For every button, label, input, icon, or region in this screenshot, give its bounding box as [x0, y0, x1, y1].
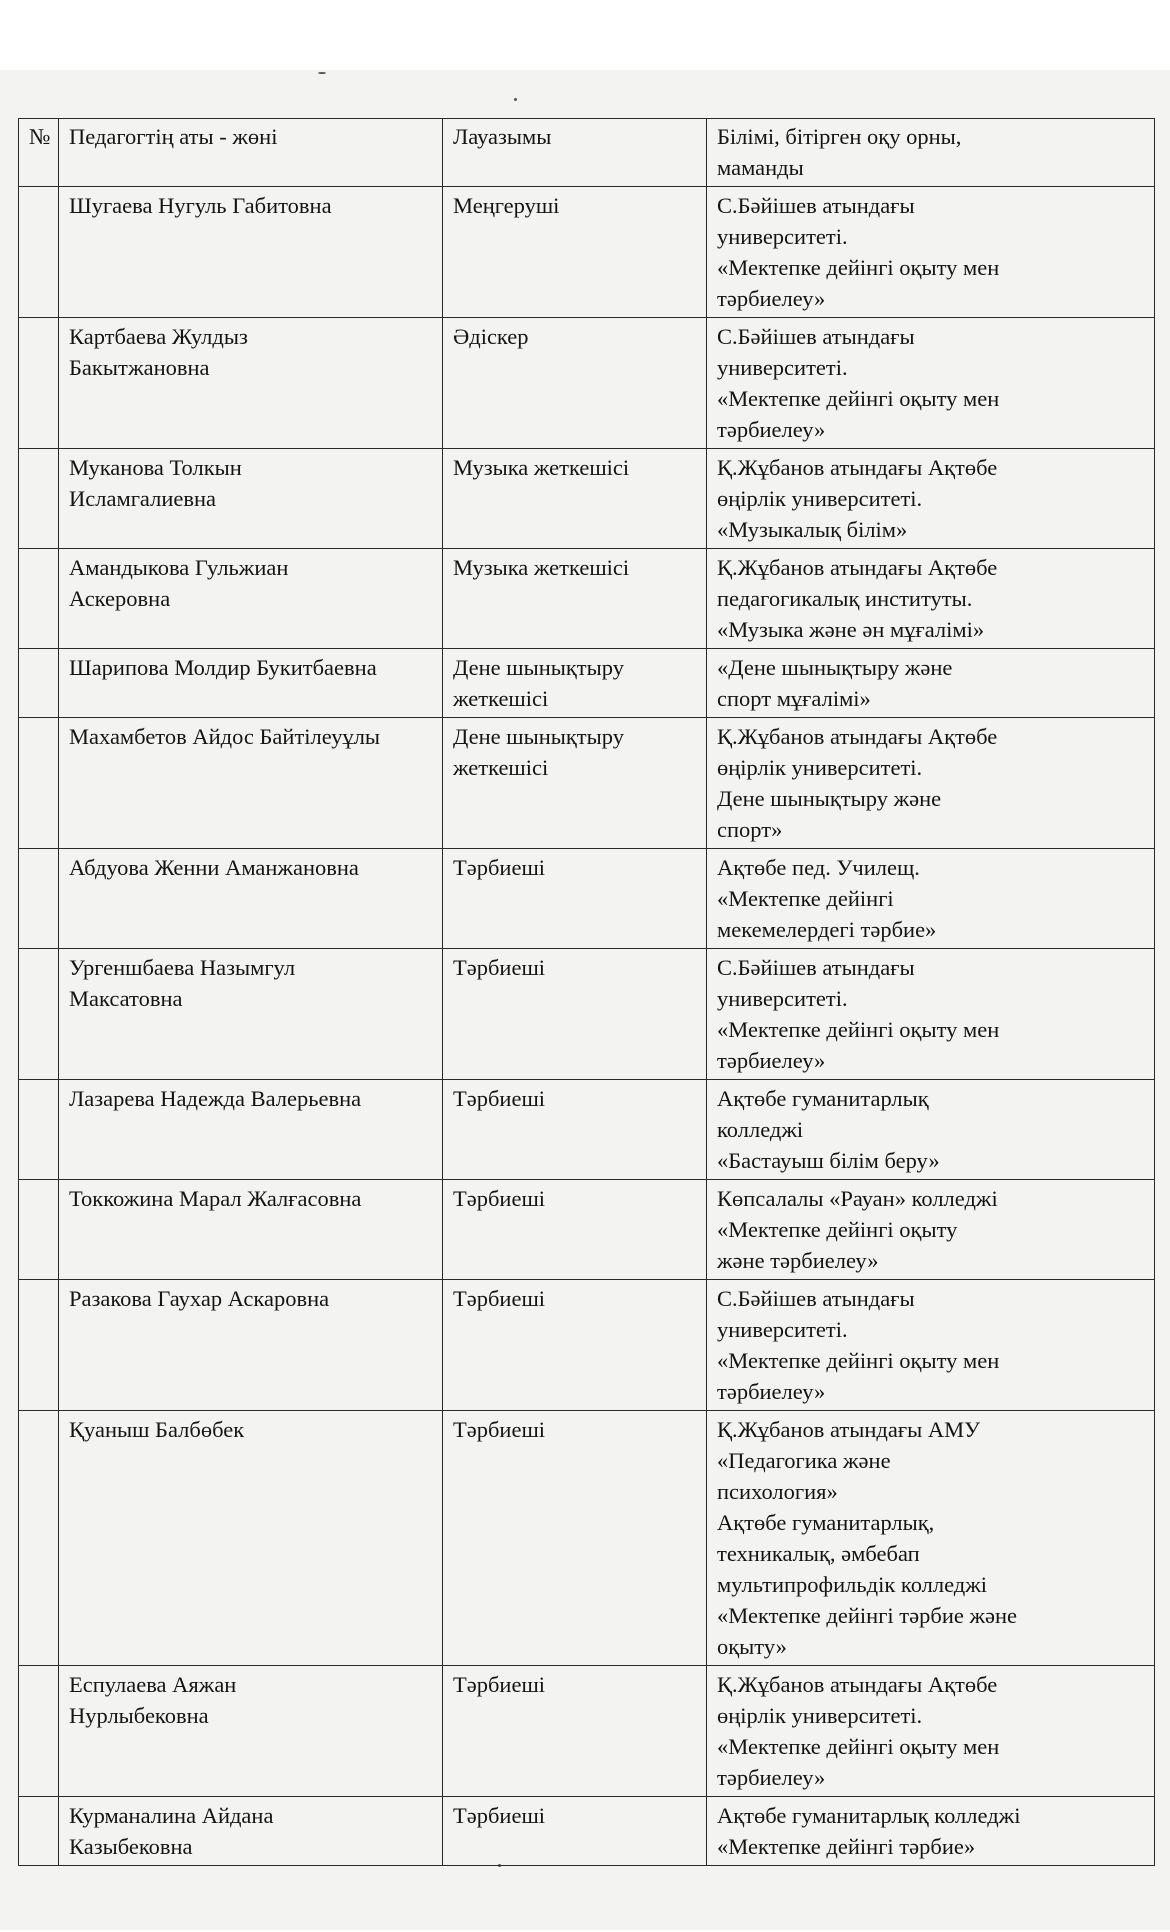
teacher-name [59, 1797, 443, 1866]
teacher-education-line: «Мектепке дейінгі оқыту мен [717, 1734, 1000, 1759]
teacher-education-line: тәрбиелеу» [717, 1379, 826, 1404]
teacher-education [707, 718, 1155, 849]
teacher-education [707, 1411, 1155, 1666]
teacher-name-line: Абдуова Женни Аманжановна [69, 855, 359, 880]
teacher-position-line: Тәрбиеші [453, 1672, 546, 1697]
table-row [19, 1411, 1155, 1666]
row-number [19, 449, 59, 549]
scan-mark [514, 98, 517, 101]
table-row [19, 649, 1155, 718]
teacher-education [707, 1280, 1155, 1411]
teacher-education-line: «Мектепке дейінгі оқыту мен [717, 1017, 1000, 1042]
teacher-education [707, 1797, 1155, 1866]
teacher-education-line: психология» [717, 1479, 838, 1504]
teacher-name [59, 1666, 443, 1797]
teacher-education-line: «Мектепке дейінгі оқыту мен [717, 1348, 1000, 1373]
teacher-education-line: Дене шынықтыру және [717, 786, 942, 811]
teacher-name [59, 1280, 443, 1411]
teacher-education-line: техникалық, әмбебап [717, 1541, 920, 1566]
teacher-name-line: Токкожина Марал Жалғасовна [69, 1186, 362, 1211]
row-number [19, 1797, 59, 1866]
teacher-name-line: Шугаева Нугуль Габитовна [69, 193, 332, 218]
teacher-name [59, 1411, 443, 1666]
row-number [19, 1180, 59, 1280]
teacher-education-line: педагогикалық институты. [717, 586, 973, 611]
teacher-education-line: тәрбиелеу» [717, 417, 826, 442]
teacher-position [443, 187, 707, 318]
row-number [19, 949, 59, 1080]
teacher-position [443, 849, 707, 949]
teacher-education-line: мультипрофильдік колледжі [717, 1572, 988, 1597]
teacher-position [443, 649, 707, 718]
row-number [19, 1666, 59, 1797]
teacher-education-line: өңірлік университеті. [717, 486, 923, 511]
teacher-position-line: Дене шынықтыру [453, 655, 624, 680]
table-row [19, 449, 1155, 549]
teacher-education-line: колледжі [717, 1117, 804, 1142]
teacher-education-line: «Мектепке дейінгі тәрбие және [717, 1603, 1018, 1628]
teacher-education-line: «Мектепке дейінгі тәрбие» [717, 1834, 976, 1859]
header-number: № [19, 119, 59, 187]
teacher-education-line: Қ.Жұбанов атындағы Ақтөбе [717, 455, 998, 480]
teacher-name [59, 187, 443, 318]
teacher-position-line: Тәрбиеші [453, 1286, 546, 1311]
teacher-name [59, 318, 443, 449]
row-number [19, 549, 59, 649]
table-row [19, 187, 1155, 318]
teacher-name [59, 449, 443, 549]
teacher-education [707, 849, 1155, 949]
header-teacher-name: Педагогтің аты - жөні [59, 119, 443, 187]
teacher-education [707, 1666, 1155, 1797]
teacher-education-line: Қ.Жұбанов атындағы Ақтөбе [717, 555, 998, 580]
teacher-education-line: С.Бәйішев атындағы [717, 193, 915, 218]
teacher-name-line: Аскеровна [69, 586, 171, 611]
teacher-education-line: университеті. [717, 1317, 848, 1342]
teacher-education-line: Қ.Жұбанов атындағы АМУ [717, 1417, 981, 1442]
teacher-education-line: Ақтөбе гуманитарлық, [717, 1510, 935, 1535]
teacher-education-line: Ақтөбе гуманитарлық колледжі [717, 1803, 1021, 1828]
teacher-education-line: университеті. [717, 986, 848, 1011]
teacher-position-line: Тәрбиеші [453, 1086, 546, 1111]
teacher-position-line: Тәрбиеші [453, 855, 546, 880]
teacher-name [59, 718, 443, 849]
teacher-name-line: Разакова Гаухар Аскаровна [69, 1286, 330, 1311]
teacher-education-line: С.Бәйішев атындағы [717, 955, 915, 980]
teacher-position [443, 1666, 707, 1797]
teacher-education [707, 318, 1155, 449]
teacher-name [59, 1180, 443, 1280]
teacher-education-line: спорт мұғалімі» [717, 686, 871, 711]
teacher-name-line: Ургеншбаева Назымгул [69, 955, 296, 980]
row-number [19, 1080, 59, 1180]
scan-mark [318, 72, 326, 74]
teacher-education-line: «Музыкалық білім» [717, 517, 908, 542]
row-number [19, 1280, 59, 1411]
teacher-education-line: «Мектепке дейінгі оқыту мен [717, 386, 1000, 411]
table-row [19, 318, 1155, 449]
row-number [19, 318, 59, 449]
teacher-name [59, 949, 443, 1080]
teacher-name-line: Максатовна [69, 986, 183, 1011]
teacher-education-line: Қ.Жұбанов атындағы Ақтөбе [717, 1672, 998, 1697]
header-education-line: маманды [717, 155, 804, 180]
teacher-position-line: Тәрбиеші [453, 1417, 546, 1442]
teacher-education-line: С.Бәйішев атындағы [717, 324, 915, 349]
teacher-education [707, 949, 1155, 1080]
teacher-name [59, 549, 443, 649]
teacher-name-line: Исламгалиевна [69, 486, 217, 511]
teacher-name-line: Муканова Толкын [69, 455, 242, 480]
teacher-education-line: университеті. [717, 355, 848, 380]
teacher-position [443, 318, 707, 449]
table-row [19, 1280, 1155, 1411]
teacher-position [443, 1180, 707, 1280]
teacher-position [443, 449, 707, 549]
teacher-education-line: тәрбиелеу» [717, 1048, 826, 1073]
teacher-education-line: «Музыка және ән мұғалімі» [717, 617, 985, 642]
teacher-position [443, 1411, 707, 1666]
teacher-position-line: жеткешісі [453, 755, 549, 780]
teacher-position [443, 1080, 707, 1180]
table-row [19, 1180, 1155, 1280]
table-row [19, 549, 1155, 649]
teacher-education-line: «Дене шынықтыру және [717, 655, 953, 680]
teacher-education [707, 1080, 1155, 1180]
teacher-position-line: жеткешісі [453, 686, 549, 711]
teacher-name-line: Казыбековна [69, 1834, 193, 1859]
teacher-education-line: Қ.Жұбанов атындағы Ақтөбе [717, 724, 998, 749]
teacher-name-line: Шарипова Молдир Букитбаевна [69, 655, 377, 680]
teacher-name-line: Бакытжановна [69, 355, 210, 380]
teacher-education-line: спорт» [717, 817, 783, 842]
teacher-education-line: тәрбиелеу» [717, 1765, 826, 1790]
teacher-education-line: Ақтөбе пед. Училещ. [717, 855, 920, 880]
teacher-education-line: мекемелердегі тәрбие» [717, 917, 937, 942]
row-number [19, 718, 59, 849]
teacher-position-line: Әдіскер [453, 324, 529, 349]
teacher-position-line: Музыка жеткешісі [453, 455, 630, 480]
table-row [19, 1797, 1155, 1866]
teacher-education [707, 1180, 1155, 1280]
table-row [19, 849, 1155, 949]
teacher-position-line: Тәрбиеші [453, 1186, 546, 1211]
header-education-line: Білімі, бітірген оқу орны, [717, 124, 962, 149]
teacher-education-line: С.Бәйішев атындағы [717, 1286, 915, 1311]
teacher-name [59, 1080, 443, 1180]
teacher-education-line: оқыту» [717, 1634, 787, 1659]
teacher-position [443, 1797, 707, 1866]
staff-table [18, 118, 1155, 1866]
teacher-name [59, 649, 443, 718]
teacher-name-line: Картбаева Жулдыз [69, 324, 248, 349]
teacher-position-line: Дене шынықтыру [453, 724, 624, 749]
teacher-position [443, 949, 707, 1080]
teacher-position [443, 718, 707, 849]
row-number [19, 1411, 59, 1666]
teacher-education-line: өңірлік университеті. [717, 1703, 923, 1728]
table-row [19, 1080, 1155, 1180]
table-row [19, 949, 1155, 1080]
teacher-name-line: Амандыкова Гульжиан [69, 555, 289, 580]
teacher-education-line: және тәрбиелеу» [717, 1248, 879, 1273]
row-number [19, 187, 59, 318]
header-position: Лауазымы [443, 119, 707, 187]
teacher-name-line: Нурлыбековна [69, 1703, 209, 1728]
teacher-education-line: «Мектепке дейінгі оқыту мен [717, 255, 1000, 280]
teacher-education-line: «Мектепке дейінгі оқыту [717, 1217, 958, 1242]
teacher-position-line: Музыка жеткешісі [453, 555, 630, 580]
teacher-education-line: тәрбиелеу» [717, 286, 826, 311]
row-number [19, 849, 59, 949]
teacher-education-line: өңірлік университеті. [717, 755, 923, 780]
teacher-name-line: Лазарева Надежда Валерьевна [69, 1086, 362, 1111]
table-header-row [19, 119, 1155, 187]
teacher-name-line: Курманалина Айдана [69, 1803, 274, 1828]
teacher-education [707, 649, 1155, 718]
teacher-position-line: Тәрбиеші [453, 1803, 546, 1828]
header-education [707, 119, 1155, 187]
table-row [19, 1666, 1155, 1797]
table-row [19, 718, 1155, 849]
teacher-education-line: университеті. [717, 224, 848, 249]
teacher-name-line: Махамбетов Айдос Байтілеуұлы [69, 724, 381, 749]
row-number [19, 649, 59, 718]
teacher-position [443, 1280, 707, 1411]
teacher-position-line: Тәрбиеші [453, 955, 546, 980]
teacher-position [443, 549, 707, 649]
teacher-education [707, 449, 1155, 549]
teacher-position-line: Меңгеруші [453, 193, 560, 218]
teacher-name [59, 849, 443, 949]
teacher-education-line: «Мектепке дейінгі [717, 886, 894, 911]
teacher-education-line: «Педагогика және [717, 1448, 891, 1473]
teacher-name-line: Еспулаева Аяжан [69, 1672, 237, 1697]
teacher-education-line: Ақтөбе гуманитарлық [717, 1086, 929, 1111]
teacher-education [707, 549, 1155, 649]
teacher-name-line: Қуаныш Балбөбек [69, 1417, 245, 1442]
teacher-education [707, 187, 1155, 318]
teacher-education-line: Көпсалалы «Рауан» колледжі [717, 1186, 998, 1211]
teacher-education-line: «Бастауыш білім беру» [717, 1148, 940, 1173]
